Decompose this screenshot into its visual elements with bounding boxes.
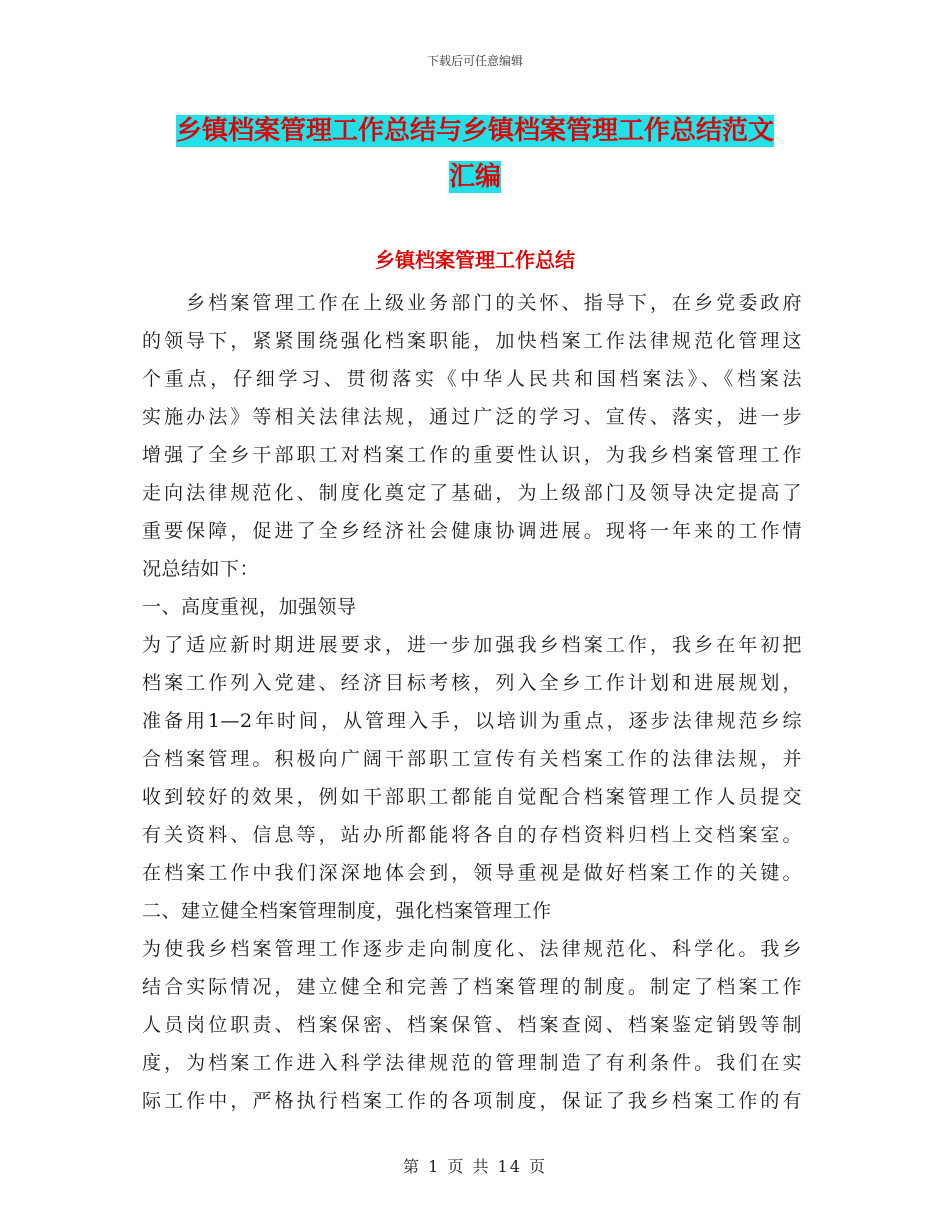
text-line: 档案工作列入党建、经济目标考核，列入全乡工作计划和进展规划， xyxy=(142,672,802,694)
text-line: 个重点，仔细学习、贯彻落实《中华人民共和国档案法》、《档案法 xyxy=(142,368,802,390)
text-line: 人员岗位职责、档案保密、档案保管、档案查阅、档案鉴定销毁等制 xyxy=(142,1014,802,1036)
text-line: 有关资料、信息等，站办所都能将各自的存档资料归档上交档案室。 xyxy=(142,824,802,846)
text-line: 增强了全乡干部职工对档案工作的重要性认识，为我乡档案管理工作 xyxy=(142,444,802,466)
text-line: 准备用1—2年时间，从管理入手，以培训为重点，逐步法律规范乡综 xyxy=(142,710,802,732)
text-line: 收到较好的效果，例如干部职工都能自觉配合档案管理工作人员提交 xyxy=(142,786,802,808)
text-line: 走向法律规范化、制度化奠定了基础，为上级部门及领导决定提高了 xyxy=(142,482,802,504)
document-title xyxy=(140,108,810,200)
text-line: 合档案管理。积极向广阔干部职工宣传有关档案工作的法律法规，并 xyxy=(142,748,802,770)
text-line: 为了适应新时期进展要求，进一步加强我乡档案工作，我乡在年初把 xyxy=(142,634,802,656)
page-footer: 第 1 页 共 14 页 xyxy=(403,1157,547,1176)
text-line: 的领导下，紧紧围绕强化档案职能，加快档案工作法律规范化管理这 xyxy=(142,330,802,352)
header-note: 下载后可任意编辑 xyxy=(426,54,523,68)
text-line: 度，为档案工作进入科学法律规范的管理制造了有利条件。我们在实 xyxy=(142,1052,802,1074)
text-line: 重要保障，促进了全乡经济社会健康协调进展。现将一年来的工作情 xyxy=(142,520,802,542)
text-line: 实施办法》等相关法律法规，通过广泛的学习、宣传、落实，进一步 xyxy=(142,406,802,428)
text-line: 二、建立健全档案管理制度，强化档案管理工作 xyxy=(142,900,552,922)
text-line: 乡档案管理工作在上级业务部门的关怀、指导下，在乡党委政府 xyxy=(142,292,802,314)
text-line: 在档案工作中我们深深地体会到，领导重视是做好档案工作的关键。 xyxy=(142,862,802,884)
text-line: 结合实际情况，建立健全和完善了档案管理的制度。制定了档案工作 xyxy=(142,976,802,998)
title-line-2: 汇编 xyxy=(448,162,501,192)
text-line: 际工作中，严格执行档案工作的各项制度，保证了我乡档案工作的有 xyxy=(142,1090,802,1112)
text-line: 为使我乡档案管理工作逐步走向制度化、法律规范化、科学化。我乡 xyxy=(142,938,802,960)
text-line: 一、高度重视，加强领导 xyxy=(142,596,357,618)
text-line: 况总结如下： xyxy=(142,558,260,580)
body-text xyxy=(142,284,802,1120)
section-title: 乡镇档案管理工作总结 xyxy=(375,248,575,272)
title-line-1: 乡镇档案管理工作总结与乡镇档案管理工作总结范文 xyxy=(175,116,774,146)
